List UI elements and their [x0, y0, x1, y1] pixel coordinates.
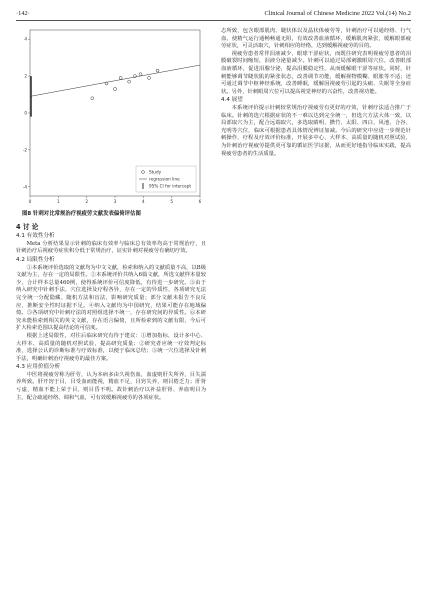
section-4-heading: 4 讨 论 — [16, 222, 39, 231]
page-header — [16, 8, 411, 21]
y-tick-label: -2 — [22, 147, 27, 153]
journal-running-title: Clinical Journal of Chinese Medicine 2022 Vol.(14) No.2 — [264, 10, 411, 17]
legend-regression-label: regression line — [149, 176, 180, 182]
legend-study-label: Study — [149, 169, 162, 175]
study-point — [91, 97, 94, 100]
study-point — [114, 88, 117, 91]
chart-legend — [136, 166, 196, 192]
section-4-4-heading: 4.4 展望 — [221, 97, 243, 104]
study-point — [148, 76, 151, 79]
paragraph: 根据上述局限性，对往后临床研究有待于建议：①增加指标，设计多中心、大样本、高质量的随机对照试验，提高研究质量；②研究者应统一疗效判定标准，选择公认的诊断标准与疗效标准，以便于临床总结；③统一穴位选择及针刺手法，明确针刺治疗视疲劳的最佳方案。 — [16, 332, 206, 362]
regression-line — [30, 65, 200, 96]
x-tick-label: 4 — [141, 199, 145, 204]
y-tick-label: 2 — [24, 73, 27, 79]
study-point — [139, 73, 142, 76]
section-4-2-heading: 4.2 局限性分析 — [16, 256, 55, 263]
figure-caption: 图8 针刺对比常规治疗视疲劳文献发表偏倚评估图 — [22, 211, 141, 217]
section-4-1-heading: 4.1 有效性分析 — [16, 233, 55, 240]
paragraph: ①本系统评价选取的文献均为中文文献，检索和纳入的文献质量不高，以B级文献为主，存在一定的局限性。②本系统评价共纳入6篇文献，所选文献样本量较少，合计样本总量460例，使得系统评价可信度降低，有待进一步研究。③由于纳入研究中针刺手法、穴位选择及疗程各异，存在一定的异质性，各项研究无法完全统一分配隐藏、随机方法和盲法，影响研究质量；部分文献未报告不良反应，推断安全性时证据不足。④纳入文献均为中国研究，结果可能存在地域偏倚。⑤各项研究中针刺疗法的对照组选择不统一，存在研究间的异质性。⑥本研究未能检索到相关的英文文献，存在语言偏倚，且所检索到的文献有限，今后可扩大检索范围以提高结论的可信度。 — [16, 264, 206, 332]
x-tick-label: 6 — [198, 199, 202, 204]
paragraph: 本系统评价提示针刺较常规治疗视疲劳有更好的疗效，针刺疗法适合推广于临床。针刺的选穴根据症状的不一难以达到完全统一，但选穴方法大体一致，以局部取穴为主，配合远端取穴，多选取睛明、攒竹、太阳、四白、风池、合谷、光明等穴位，临床可根据患者具体情况辨证加减。今后的研究中应进一步规范针刺操作、疗程及疗效评价标准，开展多中心、大样本、高质量的随机对照试验，为针刺治疗视疲劳提供更可靠的循证医学证据，从而更好地指导临床实践，提高视疲劳患者的生活质量。 — [221, 104, 411, 157]
y-tick-label: 4 — [24, 36, 27, 42]
funnel-figure — [16, 28, 206, 208]
left-column — [16, 28, 206, 402]
x-tick-label: 2 — [85, 199, 89, 204]
x-tick-label: 3 — [113, 199, 117, 204]
section-4-3-heading: 4.3 应用价值分析 — [16, 364, 61, 371]
study-point — [156, 69, 159, 72]
legend-ci-label: 95% CI for intercept — [149, 183, 192, 189]
right-column — [221, 28, 411, 158]
egger-regression-plot — [16, 28, 206, 208]
y-tick-label: 0 — [24, 110, 27, 116]
x-tick-label: 5 — [170, 199, 174, 204]
study-point — [128, 80, 131, 83]
paragraph: 视疲劳患者常伴泪液减少、眼球干涩症状，而既往研究表明视疲劳患者的泪膜破裂时间缩短，泪液分泌量减少。针刺可以通过局部刺激眼周穴位，改善眼部血液循环，促进泪腺分泌，提高泪膜稳定性，从而缓解眼干涩等症状。同时，针刺能够调节睫状肌的紧张状态，改善调节功能，缓解视物模糊、眼胀等不适；还可通过调节中枢神经系统，改善睡眠，缓解因视疲劳引起的头痛、失眠等全身症状。另外，针刺眼周穴位可以提高视觉神经的兴奋性，改善视功能。 — [221, 50, 411, 95]
page-number: ·142· — [16, 10, 30, 17]
paragraph: 中医将视疲劳称为肝劳，认为本病多由久视伤血，血虚则肝失所养，目失濡养所致。肝开窍于目，目受血而能视，精血不足，目窍失养，则目倦乏力；肝肾亏虚，精血不能上荣于目，则目昏不明。故针刺治疗以补益肝肾、养血明目为主，配合疏通经络、调和气血，可有效缓解视疲劳的各项症状。 — [16, 371, 206, 401]
paragraph: Meta 分析结果显示针刺的临床有效率与临床总有效率均高于常规治疗，且针刺治疗后视疲劳症状积分低于常规治疗，证实针刺对视疲劳有确切疗效。 — [16, 240, 206, 255]
y-tick-label: -4 — [22, 184, 27, 190]
x-tick-label: 1 — [56, 199, 60, 204]
x-tick-label: 0 — [28, 199, 32, 204]
study-point — [119, 76, 122, 79]
paragraph: 志所致，包含眼部肌肉、睫状体以及晶状体疲劳等，针刺治疗可以通经络、行气血，使精气运行通畅畅通无阻，有效改善血液循环，缓解肌肉紧张，缓解眼部疲劳症状，可灵活取穴，针刺相应的经络，达到缓解视疲劳的目的。 — [221, 28, 411, 50]
